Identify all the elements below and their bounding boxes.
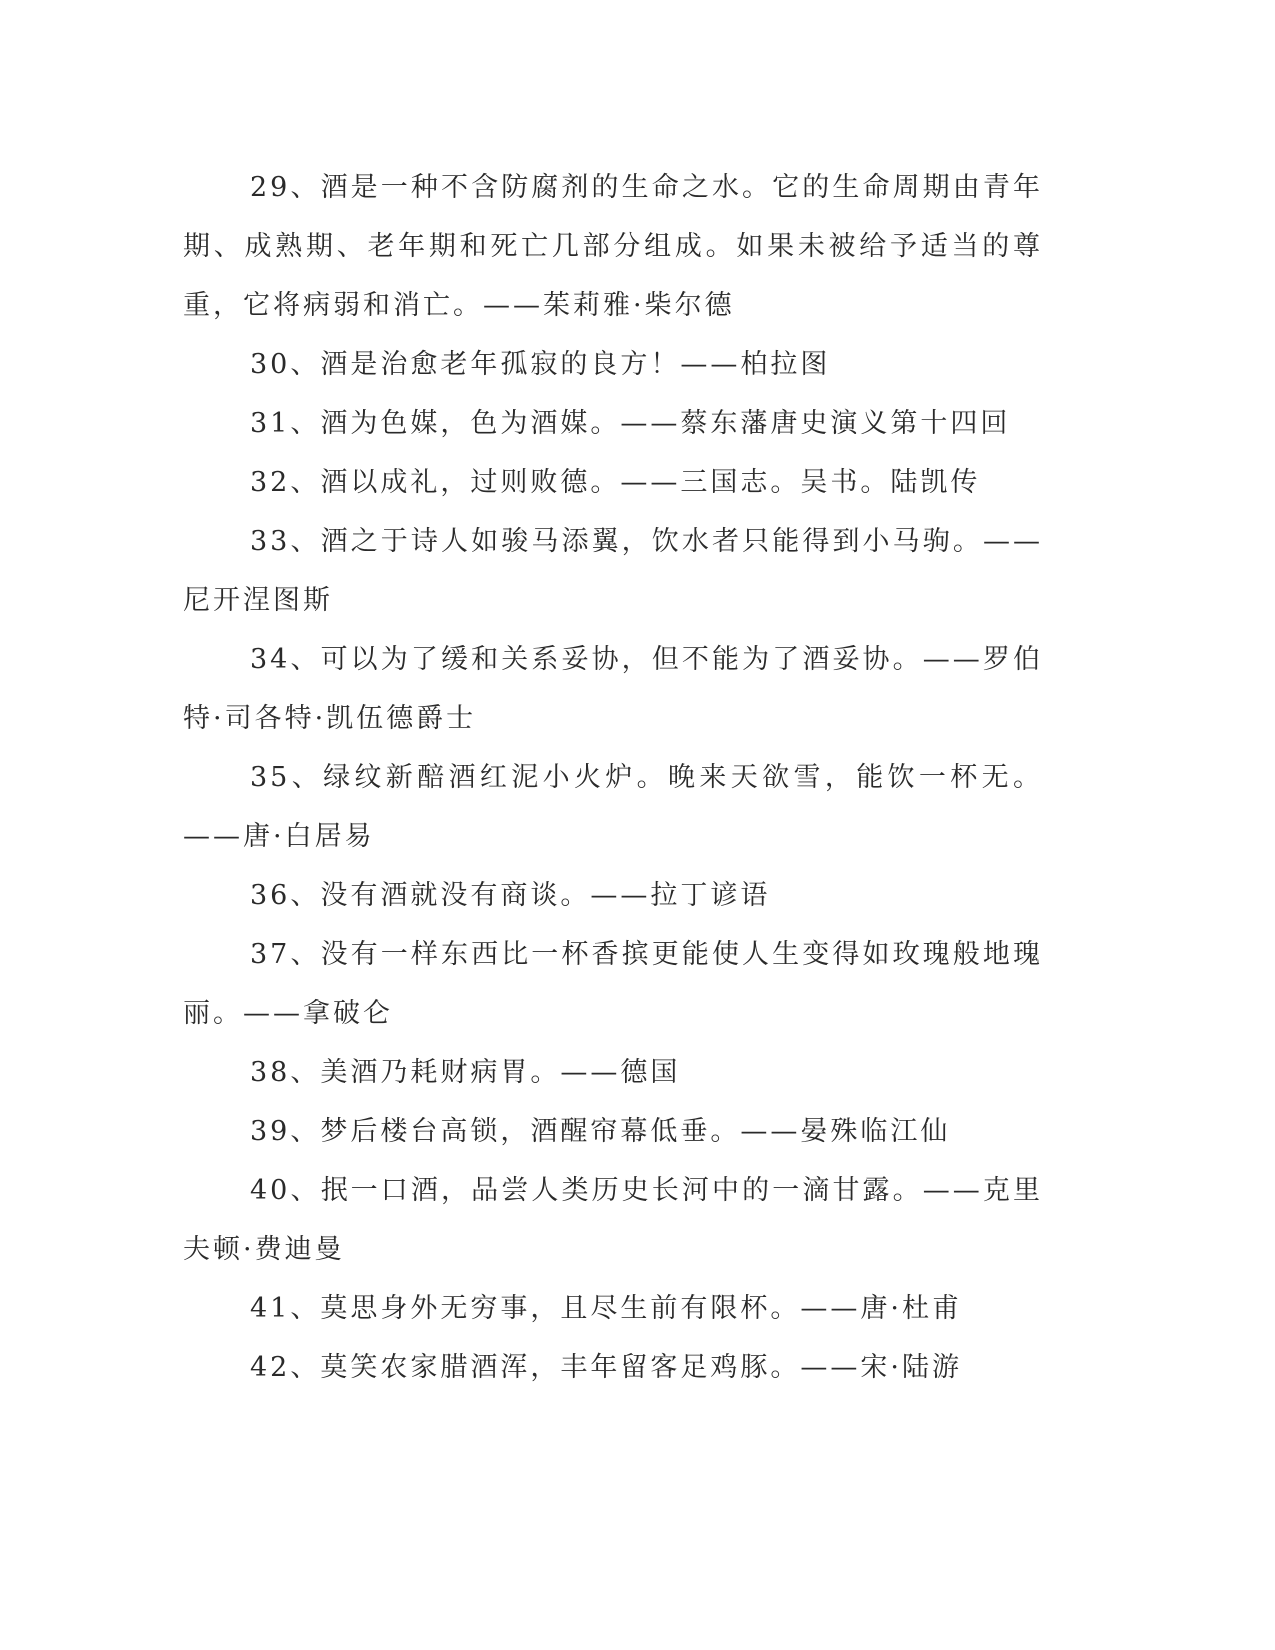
quote-entry-37: 37、没有一样东西比一杯香摈更能使人生变得如玫瑰般地瑰丽。——拿破仑	[183, 939, 1043, 1029]
quote-entry-33: 33、酒之于诗人如骏马添翼，饮水者只能得到小马驹。——尼开涅图斯	[183, 526, 1043, 616]
quote-list	[183, 158, 1043, 1397]
quote-entry-42: 42、莫笑农家腊酒浑，丰年留客足鸡豚。——宋·陆游	[250, 1352, 962, 1383]
quote-entry-30: 30、酒是治愈老年孤寂的良方！——柏拉图	[250, 349, 831, 380]
quote-entry-40: 40、抿一口酒，品尝人类历史长河中的一滴甘露。——克里夫顿·费迪曼	[183, 1175, 1043, 1265]
quote-entry-34: 34、可以为了缓和关系妥协，但不能为了酒妥协。——罗伯特·司各特·凯伍德爵士	[183, 644, 1043, 734]
quote-entry-36: 36、没有酒就没有商谈。——拉丁谚语	[250, 880, 771, 911]
quote-entry-35: 35、绿纹新醅酒红泥小火炉。晚来天欲雪，能饮一杯无。——唐·白居易	[183, 762, 1043, 852]
quote-entry-31: 31、酒为色媒，色为酒媒。——蔡东藩唐史演义第十四回	[250, 408, 1011, 439]
quote-entry-41: 41、莫思身外无穷事，且尽生前有限杯。——唐·杜甫	[250, 1293, 962, 1324]
quote-entry-32: 32、酒以成礼，过则败德。——三国志。吴书。陆凯传	[250, 467, 981, 498]
quote-entry-29: 29、酒是一种不含防腐剂的生命之水。它的生命周期由青年期、成熟期、老年期和死亡几部分组成。如果未被给予适当的尊重，它将病弱和消亡。——茱莉雅·柴尔德	[183, 172, 1043, 321]
quote-entry-39: 39、梦后楼台高锁，酒醒帘幕低垂。——晏殊临江仙	[250, 1116, 951, 1147]
quote-entry-38: 38、美酒乃耗财病胃。——德国	[250, 1057, 681, 1088]
